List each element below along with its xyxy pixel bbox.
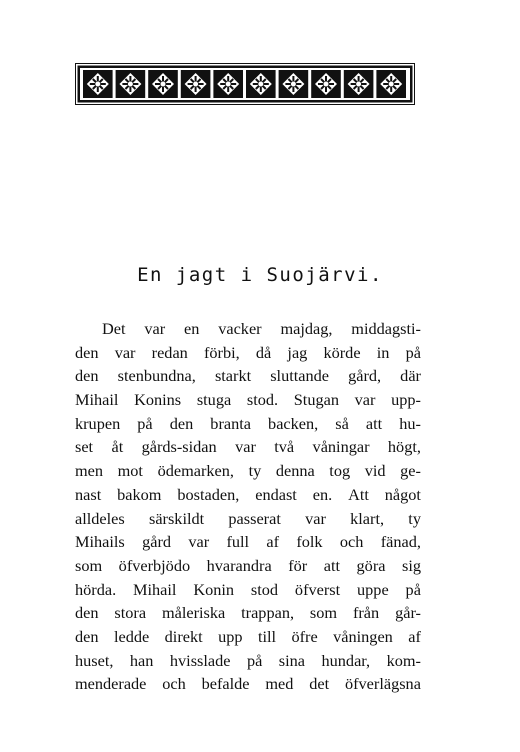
text-line: menderade och befalde med det öfverlägsna: [75, 674, 421, 694]
text-line: huset, han hvisslade på sina hundar, kom-: [75, 650, 421, 670]
chapter-title: En jagt i Suojärvi.: [137, 264, 383, 286]
text-line: hörda. Mihail Konin stod öfverst uppe på: [75, 579, 421, 599]
ornament-tile: [116, 70, 146, 98]
ornament-tile: [246, 70, 276, 98]
text-line: krupen på den branta backen, så att hu-: [75, 413, 421, 433]
text-line: Mihail Konins stuga stod. Stugan var upp-: [75, 390, 421, 410]
text-line: alldeles särskildt passerat var klart, ty: [75, 508, 421, 528]
ornament-tile: [344, 70, 374, 98]
ornament-tile: [213, 70, 243, 98]
ornament-tile: [311, 70, 341, 98]
ornament-tile: [148, 70, 178, 98]
text-line: set åt gårds-sidan var två våningar högt,: [75, 437, 421, 457]
text-line: den var redan förbi, då jag körde in på: [75, 342, 421, 362]
ornament-tile: [181, 70, 211, 98]
text-line: Mihails gård var full af folk och fänad,: [75, 532, 421, 552]
ornament-tile: [376, 70, 406, 98]
text-line: nast bakom bostaden, endast en. Att något: [75, 484, 421, 504]
text-line: den ledde direkt upp till öfre våningen af: [75, 626, 421, 646]
text-line: Det var en vacker majdag, middagsti-: [102, 319, 421, 338]
text-line: den stora måleriska trappan, som från går-: [75, 603, 421, 623]
text-line: den stenbundna, starkt sluttande gård, där: [75, 366, 421, 386]
decorative-ornament-band: [75, 63, 415, 105]
text-line: men mot ödemarken, ty denna tog vid ge-: [75, 461, 421, 481]
text-line: som öfverbjödo hvarandra för att göra sig: [75, 555, 421, 575]
ornament-tile: [83, 70, 113, 98]
ornament-tile: [279, 70, 309, 98]
body-text: [75, 317, 421, 696]
